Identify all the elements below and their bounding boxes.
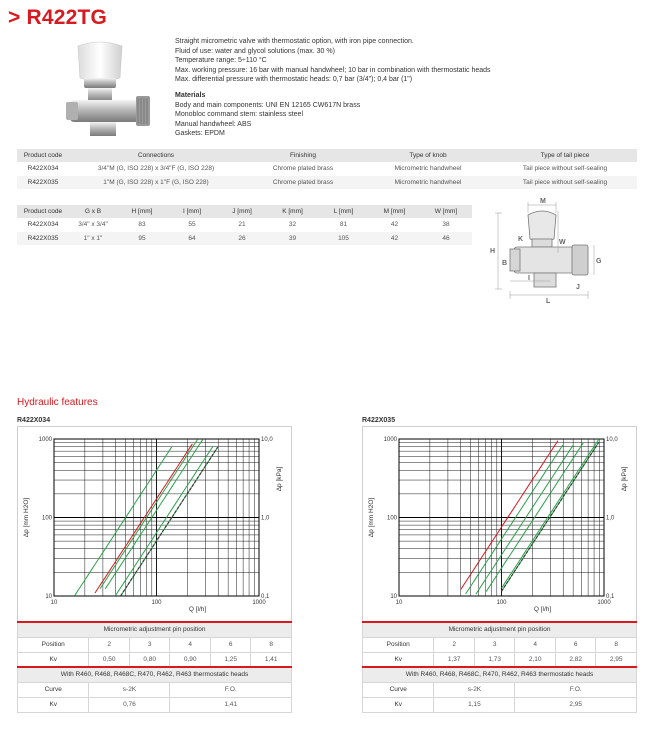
page-title: > R422TG	[8, 6, 108, 29]
drawing-label-m: M	[540, 198, 546, 205]
curve-row-head: Curve	[18, 682, 89, 697]
kv-table-title: Micrometric adjustment pin position	[18, 622, 292, 637]
materials-line: Monobloc command stem: stainless steel	[175, 111, 303, 119]
spec-header: Product code	[17, 149, 69, 162]
curve-kv-cell: 1,41	[170, 697, 292, 712]
table-row	[17, 162, 637, 176]
drawing-label-l: L	[546, 298, 551, 305]
table-row	[17, 176, 637, 190]
x-axis-label: Q [l/h]	[533, 606, 552, 613]
materials-line: Manual handwheel: ABS	[175, 120, 252, 128]
drawing-label-w: W	[559, 239, 566, 246]
drawing-label-j: J	[576, 284, 580, 291]
table-cell: R422X035	[17, 232, 69, 246]
y-right-axis-label: Δp [kPa]	[276, 466, 283, 492]
materials-line: Body and main components: UNI EN 12165 CW617N brass	[175, 101, 361, 109]
dim-header: I [mm]	[167, 205, 217, 218]
dim-header: Product code	[17, 205, 69, 218]
kv-table	[17, 621, 292, 713]
y-tick-label: 1000	[383, 437, 397, 443]
series-line	[95, 444, 192, 593]
y-right-tick-label: 0,1	[261, 594, 270, 600]
chart-grid	[399, 439, 604, 596]
table-cell: 83	[138, 221, 146, 229]
y-axis-label: Δp [mm H2O]	[368, 497, 375, 538]
table-cell: 1"M (G, ISO 228) x 1"F (G, ISO 228)	[69, 176, 243, 190]
description-line: Max. differential pressure with thermostatic heads: 0,7 bar (3/4"); 0,4 bar (1")	[175, 76, 413, 84]
y-right-axis-label: Δp [kPa]	[621, 466, 628, 492]
y-axis-label: Δp [mm H2O]	[23, 497, 30, 538]
table-cell: 21	[238, 221, 246, 229]
product-description	[175, 37, 635, 139]
series-line	[100, 440, 197, 589]
table-cell: Tail piece without self-sealing	[493, 176, 637, 190]
kv-row-head: Kv	[363, 652, 434, 667]
table-cell: Chrome plated brass	[272, 165, 334, 173]
spec-header: Finishing	[243, 149, 363, 162]
y-tick-label: 10	[390, 594, 397, 600]
y-right-tick-label: 10,0	[606, 437, 618, 443]
chart-label: R422X035	[362, 417, 396, 424]
table-cell: 81	[339, 221, 348, 229]
x-axis-label: Q [l/h]	[188, 606, 207, 613]
description-line: Straight micrometric valve with thermostatic option, with iron pipe connection.	[175, 38, 414, 45]
drawing-label-b: B	[502, 260, 508, 267]
curve-cell: F.O.	[515, 682, 637, 697]
table-cell: 95	[117, 232, 167, 246]
kv-cell: 2,95	[596, 652, 637, 667]
table-cell: Micrometric handwheel	[394, 165, 462, 173]
dim-header: M [mm]	[369, 205, 420, 218]
position-cell: 2	[434, 637, 474, 652]
kv-row-head: Position	[363, 637, 434, 652]
table-cell: 39	[267, 232, 318, 246]
y-tick-label: 1000	[38, 437, 52, 443]
thermo-table-title: With R460, R468, R468C, R470, R462, R463 thermostatic heads	[363, 667, 637, 682]
position-cell: 8	[596, 637, 637, 652]
table-cell: 64	[167, 232, 217, 246]
kv-cell: 2,10	[515, 652, 555, 667]
y-tick-label: 100	[41, 515, 52, 522]
kv-cell: 0,90	[170, 652, 210, 667]
tick-labels	[39, 437, 274, 606]
table-cell: 32	[288, 221, 297, 229]
kv-cell: 0,50	[89, 652, 129, 667]
table-cell: 42	[369, 232, 420, 246]
x-tick-label: 1000	[252, 600, 266, 606]
kv-row-head: Position	[18, 637, 89, 652]
kv-row-head: Kv	[18, 652, 89, 667]
curve-kv-cell: 2,95	[515, 697, 637, 712]
spec-header: Type of tail piece	[493, 149, 637, 162]
table-cell: 3/4"M (G, ISO 228) x 3/4"F (G, ISO 228)	[97, 165, 215, 173]
chart-frame	[362, 426, 637, 629]
description-line: Temperature range: 5÷110 °C	[175, 57, 267, 65]
kv-cell: 1,41	[251, 652, 292, 667]
dim-header: K [mm]	[267, 205, 318, 218]
materials-title: Materials	[175, 91, 206, 99]
curve-kv-head: Kv	[18, 697, 89, 712]
x-tick-label: 100	[151, 600, 162, 606]
table-cell: Tail piece without self-sealing	[522, 165, 608, 173]
kv-table	[362, 621, 637, 713]
y-right-tick-label: 1,0	[261, 515, 270, 522]
series-line	[476, 445, 573, 594]
table-cell: R422X034	[27, 221, 59, 229]
drawing-label-g: G	[596, 258, 602, 265]
radiator-valve-photo	[60, 38, 160, 140]
spec-header: Connections	[69, 149, 243, 162]
dim-header: W [mm]	[420, 205, 472, 218]
curve-cell: F.O.	[170, 682, 292, 697]
spec-table	[17, 149, 637, 189]
chart-grid	[54, 439, 259, 596]
table-cell: 3/4" x 3/4"	[78, 221, 108, 229]
drawing-label-k: K	[518, 236, 524, 243]
pressure-drop-chart	[363, 427, 638, 630]
curve-cell: s-2K	[434, 682, 515, 697]
position-cell: 4	[170, 637, 210, 652]
series-line	[105, 440, 202, 589]
series-line	[486, 443, 583, 592]
position-cell: 8	[251, 637, 292, 652]
table-cell: R422X034	[27, 165, 59, 173]
y-tick-label: 100	[386, 515, 397, 522]
table-cell: 55	[188, 221, 196, 229]
valve-technical-drawing	[488, 197, 613, 305]
table-row	[17, 232, 472, 246]
chart-frame	[17, 426, 292, 629]
table-row	[17, 218, 472, 232]
table-cell: 46	[420, 232, 472, 246]
dimension-table	[17, 205, 472, 245]
drawing-label-i: I	[528, 275, 530, 282]
table-cell: R422X035	[17, 176, 69, 190]
dim-header: L [mm]	[318, 205, 369, 218]
materials-line: Gaskets: EPDM	[175, 130, 225, 138]
y-tick-label: 10	[45, 594, 52, 600]
dim-header: J [mm]	[217, 205, 267, 218]
curve-kv-head: Kv	[363, 697, 434, 712]
kv-cell: 1,37	[434, 652, 474, 667]
description-line: Max. working pressure: 16 bar with manual handwheel; 10 bar in combination with thermostatic heads	[175, 66, 491, 74]
curve-kv-cell: 0,76	[89, 697, 170, 712]
position-cell: 3	[474, 637, 514, 652]
position-cell: 6	[210, 637, 250, 652]
description-line: Fluid of use: water and glycol solutions (max. 30 %)	[175, 47, 335, 55]
y-right-tick-label: 1,0	[606, 515, 615, 522]
table-cell: 1" x 1"	[69, 232, 117, 246]
chart-series	[461, 439, 599, 594]
pressure-drop-chart	[18, 427, 293, 630]
table-cell: 105	[318, 232, 369, 246]
dim-header: H [mm]	[117, 205, 167, 218]
thermo-table-title: With R460, R468, R468C, R470, R462, R463 thermostatic heads	[18, 667, 292, 682]
table-cell: Micrometric handwheel	[363, 176, 493, 190]
drawing-label-h: H	[490, 248, 496, 255]
position-cell: 4	[515, 637, 555, 652]
kv-cell: 0,80	[129, 652, 169, 667]
position-cell: 3	[129, 637, 169, 652]
chart-label: R422X034	[17, 417, 51, 424]
x-tick-label: 100	[496, 600, 507, 606]
curve-row-head: Curve	[363, 682, 434, 697]
hydraulic-features-title: Hydraulic features	[17, 397, 98, 408]
kv-cell: 1,73	[474, 652, 514, 667]
y-right-tick-label: 10,0	[261, 437, 273, 443]
spec-header: Type of knob	[363, 149, 493, 162]
x-tick-label: 10	[50, 600, 58, 606]
x-tick-label: 1000	[597, 600, 611, 606]
table-cell: 26	[217, 232, 267, 246]
x-tick-label: 10	[395, 600, 403, 606]
y-right-tick-label: 0,1	[606, 594, 615, 600]
table-cell: 38	[442, 221, 450, 229]
curve-cell: s-2K	[89, 682, 170, 697]
table-cell: Chrome plated brass	[243, 176, 363, 190]
position-cell: 6	[555, 637, 595, 652]
table-cell: 42	[390, 221, 399, 229]
kv-cell: 2,82	[555, 652, 595, 667]
kv-table-title: Micrometric adjustment pin position	[363, 622, 637, 637]
series-line	[461, 441, 558, 590]
curve-kv-cell: 1,15	[434, 697, 515, 712]
dim-header: G x B	[69, 205, 117, 218]
position-cell: 2	[89, 637, 129, 652]
kv-cell: 1,25	[210, 652, 250, 667]
